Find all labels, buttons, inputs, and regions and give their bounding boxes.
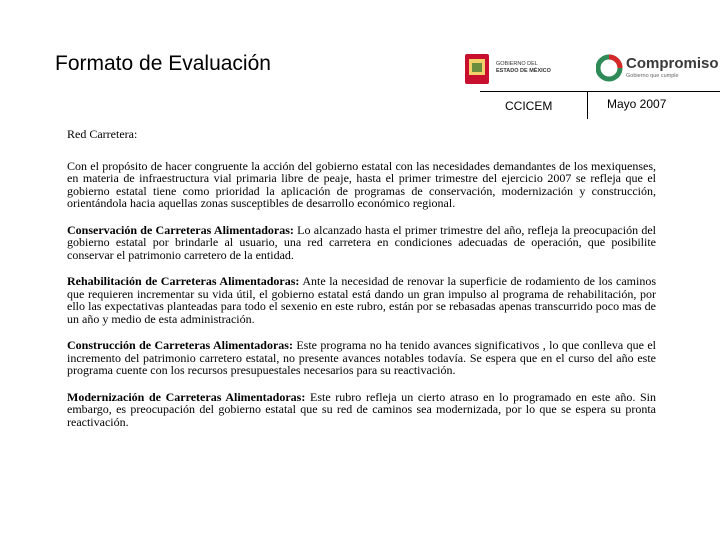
paragraph-text: Lo alcanzado hasta el primer trimestre del año, refleja la preocupación del gobierno estatal por brindarle al usuario, una red carretera en condiciones adecuadas de operación, que posibilite conservar el patrimonio carretero de la entidad.: [67, 222, 657, 262]
header-divider: [480, 91, 720, 92]
paragraph-construccion: [67, 339, 656, 377]
intro-paragraph: Con el propósito de hacer congruente la acción del gobierno estatal con las necesidades demandantes de los mexiquenses, en materia de infraestructura vial primaria libre de peaje, hasta el primer trimestre del ejercicio 2007 se refleja que el gobierno estatal tiene como prioridad la aplicación de programas de conservación, modernización y construcción, orientándola hacia aquellas zonas susceptibles de desarrollo económico regional.: [67, 158, 656, 210]
paragraph-rehabilitacion: [67, 275, 656, 325]
page-title: Formato de Evaluación: [55, 52, 271, 75]
paragraph-title: Conservación de Carreteras Alimentadoras:: [67, 222, 294, 237]
paragraph-text: Este rubro refleja un cierto atraso en lo programado en este año. Sin embargo, es preocupación del gobierno estatal que su red de caminos sea modernizada, por lo que se espera su pronta reactivación.: [67, 389, 656, 429]
paragraph-modernizacion: [67, 391, 656, 429]
paragraph-title: Rehabilitación de Carreteras Alimentadoras:: [67, 274, 300, 288]
paragraph-text: Ante la necesidad de renovar la superficie de rodamiento de los caminos que requieren incrementar su vida útil, el gobierno estatal está dando un gran impulso al programa de rehabilitación, por ello las expectativas planteadas para todo el sexenio en este rubro, están por se rebasadas apenas transcurrido poco mas de un año y medio de esta administración.: [67, 274, 657, 326]
paragraph-text: Este programa no ha tenido avances significativos , lo que conlleva que el incremento del patrimonio carretero estatal, no presente avances notables todavía. Se espera que en el curso del año este programa cuente con los recursos presupuestales necesarios para su reactivación.: [67, 338, 656, 377]
document-body: [67, 128, 656, 442]
paragraph-title: Construcción de Carreteras Alimentadoras:: [67, 338, 293, 352]
organization-label: CCICEM: [505, 99, 553, 113]
date-label: Mayo 2007: [607, 97, 667, 111]
logo-left-caption: GOBIERNO DEL ESTADO DE MÉXICO: [496, 61, 551, 74]
section-heading: Red Carretera:: [67, 127, 138, 141]
paragraph-conservacion: [67, 224, 656, 262]
logo-right-tagline: Gobierno que cumple: [626, 73, 679, 79]
paragraph-title: Modernización de Carreteras Alimentadoras:: [67, 389, 306, 404]
logo-right-name: Compromiso: [626, 55, 719, 72]
header-separator: [587, 91, 588, 119]
